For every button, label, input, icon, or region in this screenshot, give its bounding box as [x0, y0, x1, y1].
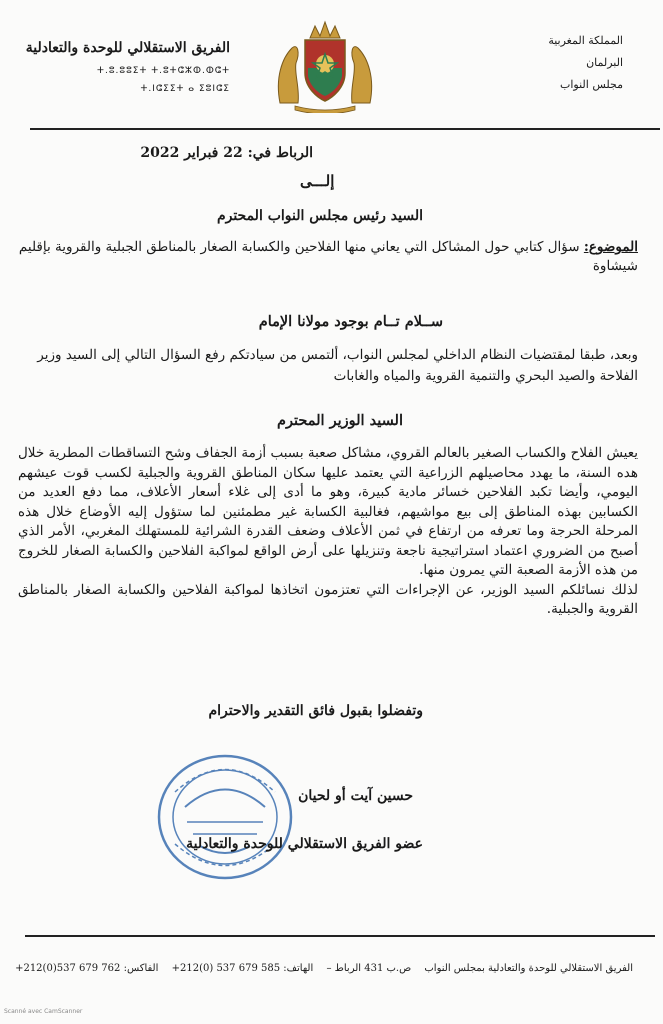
signatory-title: عضو الفريق الاستقلالي للوحدة والتعادلية	[186, 836, 423, 852]
signatory-name: حسين آيت أو لحيان	[298, 788, 413, 804]
group-name-tifinagh-2: ⵜ.ⵏⵛⵉⵉⵜ ⴰ ⵉⵓⵏⵛⵉ	[140, 84, 230, 94]
group-name: الفريق الاستقلالي للوحدة والتعادلية	[25, 40, 230, 56]
subject-text: سؤال كتابي حول المشاكل التي يعاني منها الفلاحين والكسابة الصغار بالمناطق الجبلية والقروية بإقليم شيشاوة	[18, 239, 638, 274]
parliament-label: البرلمان	[586, 56, 623, 69]
closing-line: وتفضلوا بقبول فائق التقدير والاحترام	[208, 703, 423, 719]
footer	[15, 963, 633, 974]
date-line: الرباط في: 22 فبراير 2022	[140, 145, 313, 161]
minister-salutation: السيد الوزير المحترم	[277, 412, 403, 429]
footer-fax: الفاكس: 762 679 537(0)212+	[15, 963, 159, 974]
footer-divider	[25, 935, 655, 937]
letterhead-group	[25, 40, 230, 94]
intro-paragraph: وبعد، طبقا لمقتضيات النظام الداخلي لمجلس النواب، ألتمس من سيادتكم رفع السؤال التالي إلى السيد وزير الفلاحة والصيد البحري والتنمية القروية والمياه والغابات	[37, 347, 638, 384]
greeting: ســلام تــام بوجود مولانا الإمام	[258, 313, 443, 330]
to-label: إلـــى	[300, 172, 335, 190]
group-name-tifinagh-1: ⵜ.ⵓ.ⵓⵓⵉⵜ ⵜ.ⵓⵜⵛⵣⵀ.ⵀⵛⵜ	[97, 66, 230, 76]
recipient: السيد رئيس مجلس النواب المحترم	[216, 208, 423, 224]
footer-phone: الهاتف: 585 679 537 (0)212+	[171, 963, 314, 974]
footer-address: ص.ب 431 الرباط –	[326, 963, 412, 974]
subject	[18, 238, 638, 276]
letterhead-institution	[473, 30, 623, 96]
kingdom-label: المملكة المغربية	[548, 34, 623, 47]
official-stamp	[155, 752, 295, 882]
coat-of-arms-icon	[270, 18, 380, 113]
body-paragraph: يعيش الفلاح والكساب الصغير بالعالم القروي، مشاكل صعبة بسبب أزمة الجفاف وشح التساقطات المطرية خلال هده السنة، ما يهدد محاصيلهم الزراعية التي يعتمد عليها سكان المناطق القروية والجبلية لكسب قوت عيشهم اليومي، وأيضا تكبد الفلاحين خسائر مادية كبيرة، وهو ما أدى إلى غلاء أسعار الأعلاف، مما دفع العديد من الكسابين بهذه المناطق إلى بيع مواشيهم، فغالبية الكسابة غير مطمئنين لما ستؤول إليه الأوضاع خلال هذه المرحلة الحرجة وما تعرفه من ارتفاع في ثمن الأعلاف وضعف القدرة الشرائية للمستهلك المغربي، الأمر الذي أصبح من الضروري اعتماد استراتيجية ناجعة وتنزيلها على أرض الواقع لمواكبة الفلاحين والكسابة الصغار للخروج من هذه الأزمة الصعبة التي يمرون منها.	[18, 445, 638, 578]
body-text	[18, 444, 638, 620]
footer-group: الفريق الاستقلالي للوحدة والتعادلية بمجلس النواب	[424, 963, 633, 974]
header-divider	[30, 128, 660, 130]
question-paragraph: لذلك نسائلكم السيد الوزير، عن الإجراءات التي تعتزمون اتخاذها لمواكبة الفلاحين والكسابة الصغار بالمناطق القروية والجبلية.	[18, 581, 638, 617]
scanner-watermark: Scanné avec CamScanner	[4, 1008, 83, 1015]
subject-label: الموضوع:	[583, 239, 638, 255]
house-label: مجلس النواب	[560, 78, 623, 91]
